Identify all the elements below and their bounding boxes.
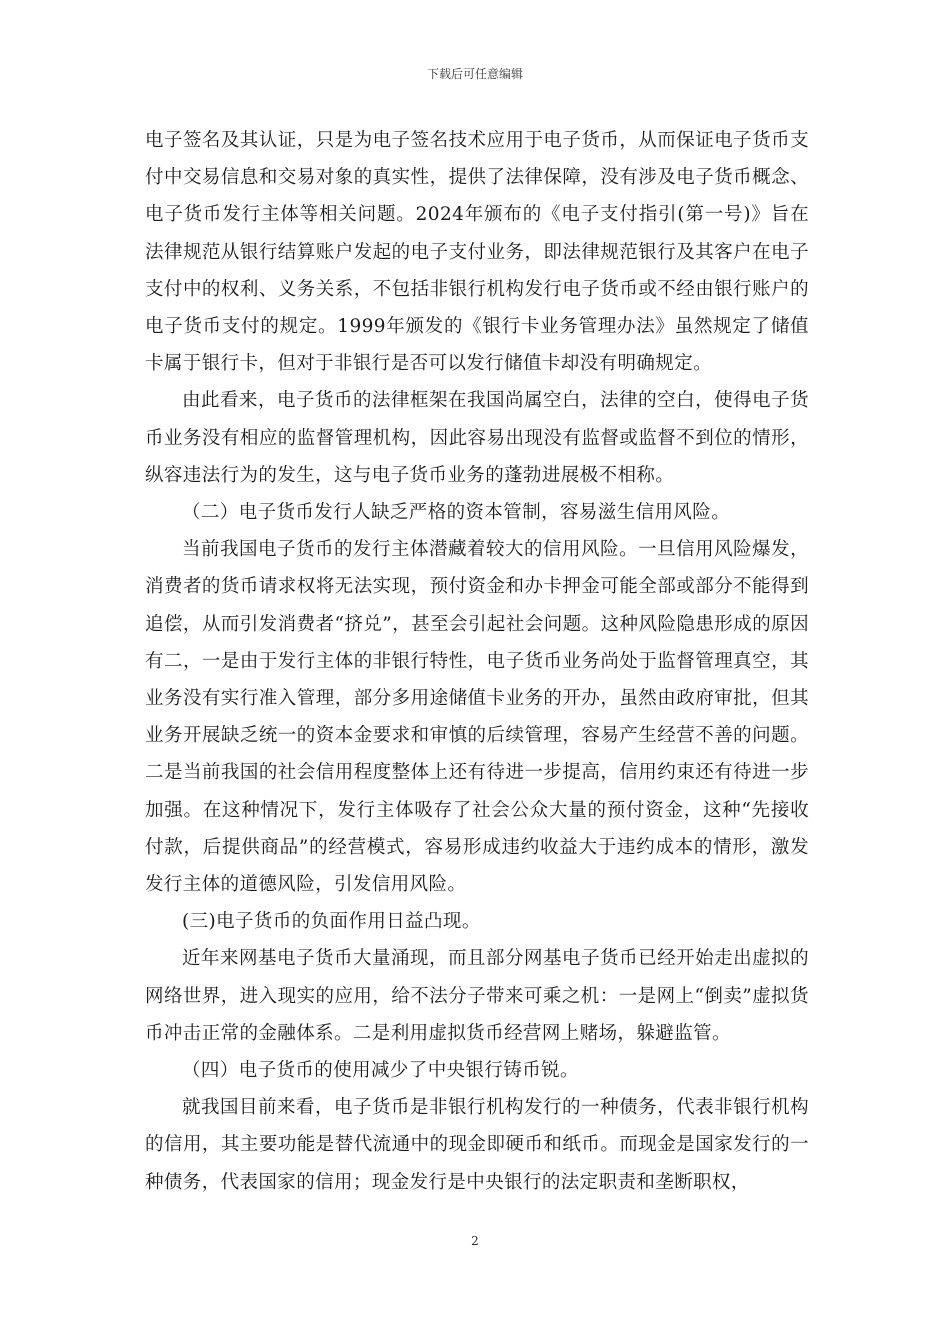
page-number: 2 — [471, 1234, 479, 1248]
section-heading: (三)电子货币的负面作用日益凸现。 — [182, 911, 481, 933]
section-heading: （四）电子货币的使用减少了中央银行铸币锐。 — [182, 1060, 579, 1082]
paragraph: 由此看来，电子货币的法律框架在我国尚属空白，法律的空白，使得电子货币业务没有相应的监督管理机构，因此容易出现没有监督或监督不到位的情形，纵容违法行为的发生，这与电子货币业务的蓬勃进展极不相称。 — [145, 390, 809, 486]
paragraph: 近年来网基电子货币大量涌现，而且部分网基电子货币已经开始走出虚拟的网络世界，进入现实的应用，给不法分子带来可乘之机：一是网上“倒卖”虚拟货币冲击正常的金融体系。二是利用虚拟货币经营网上赌场，躲避监管。 — [145, 948, 809, 1044]
paragraph: 电子签名及其认证，只是为电子签名技术应用于电子货币，从而保证电子货币支付中交易信息和交易对象的真实性，提供了法律保障，没有涉及电子货币概念、电子货币发行主体等相关问题。2024年颁布的《电子支付指引(第一号)》旨在法律规范从银行结算账户发起的电子支付业务，即法律规范银行及其客户在电子支付中的权利、义务关系，不包括非银行机构发行电子货币或不经由银行账户的电子货币支付的规定。1999年颁发的《银行卡业务管理办法》虽然规定了储值卡属于银行卡，但对于非银行是否可以发行储值卡却没有明确规定。 — [145, 130, 809, 375]
page-header: 下载后可任意编辑 — [426, 67, 523, 81]
paragraph: 就我国目前来看，电子货币是非银行机构发行的一种债务，代表非银行机构的信用，其主要功能是替代流通中的现金即硬币和纸币。而现金是国家发行的一种债务，代表国家的信用；现金发行是中央银行的法定职责和垄断职权， — [145, 1097, 809, 1193]
paragraph: 当前我国电子货币的发行主体潜藏着较大的信用风险。一旦信用风险爆发，消费者的货币请求权将无法实现，预付资金和办卡押金可能全部或部分不能得到追偿，从而引发消费者“挤兑”，甚至会引起社会问题。这种风险隐患形成的原因有二，一是由于发行主体的非银行特性，电子货币业务尚处于监督管理真空，其业务没有实行准入管理，部分多用途储值卡业务的开办，虽然由政府审批，但其业务开展缺乏统一的资本金要求和审慎的后续管理，容易产生经营不善的问题。二是当前我国的社会信用程度整体上还有待进一步提高，信用约束还有待进一步加强。在这种情况下，发行主体吸存了社会公众大量的预付资金，这种“先接收付款，后提供商品”的经营模式，容易形成违约收益大于违约成本的情形，激发发行主体的道德风险，引发信用风险。 — [145, 539, 809, 896]
document-body — [145, 122, 809, 1201]
section-heading: （二）电子货币发行人缺乏严格的资本管制，容易滋生信用风险。 — [182, 502, 731, 524]
